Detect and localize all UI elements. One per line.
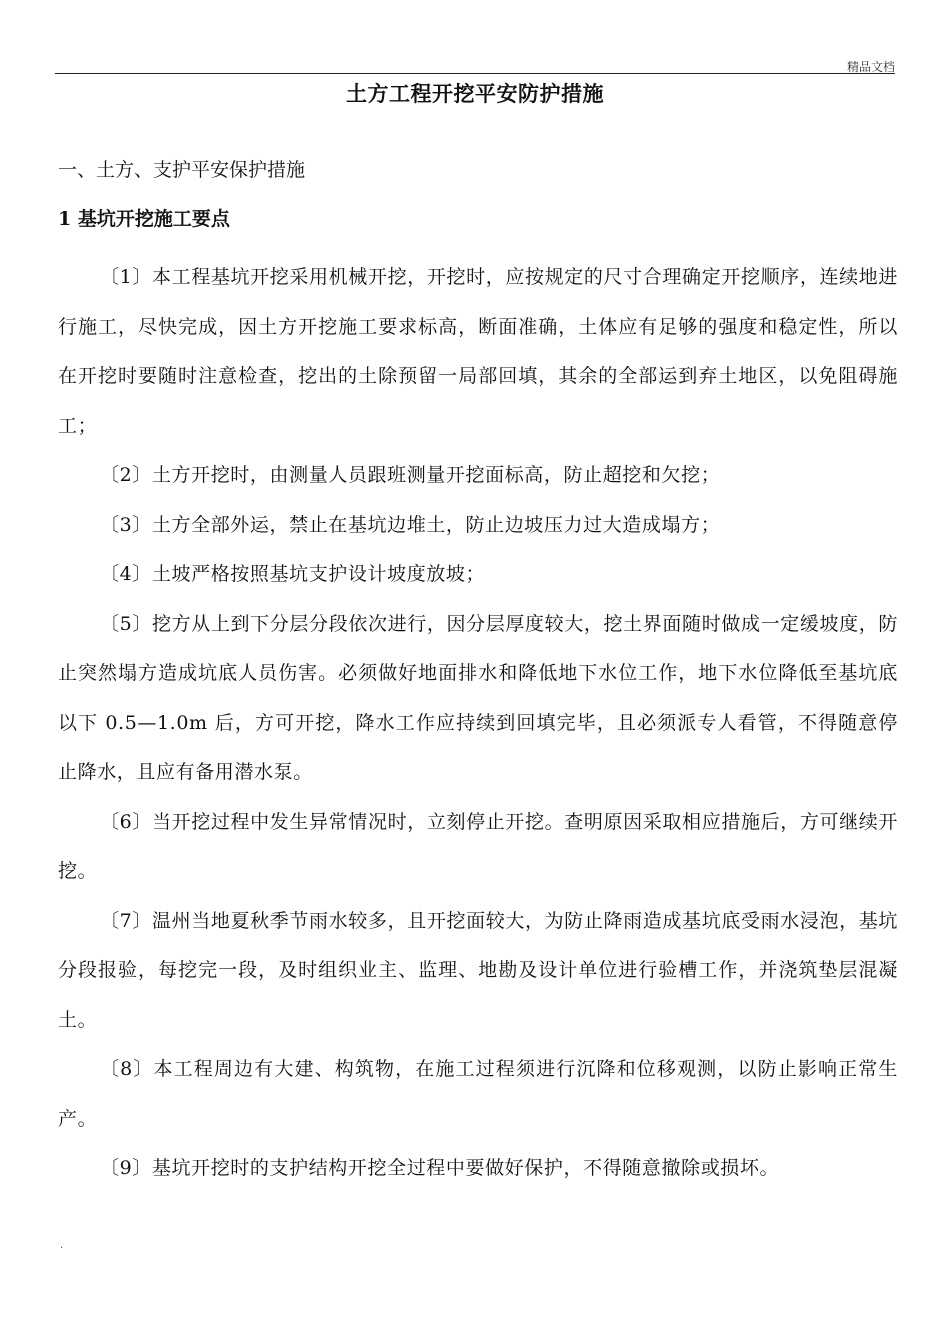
document-body [58,253,898,1194]
paragraph-1: 〔1〕本工程基坑开挖采用机械开挖，开挖时，应按规定的尺寸合理确定开挖顺序，连续地进行施工，尽快完成，因土方开挖施工要求标高，断面准确，土体应有足够的强度和稳定性，所以在开挖时要随时注意检查，挖出的土除预留一局部回填，其余的全部运到弃土地区，以免阻碍施工； [58,266,898,437]
sub-heading: 1 基坑开挖施工要点 [58,208,230,230]
paragraph-9: 〔9〕基坑开挖时的支护结构开挖全过程中要做好保护，不得随意撤除或损坏。 [100,1157,780,1179]
paragraph-8: 〔8〕本工程周边有大建、构筑物，在施工过程须进行沉降和位移观测，以防止影响正常生产。 [58,1058,898,1130]
header-label: 精品文档 [846,60,895,74]
document-title: 土方工程开挖平安防护措施 [346,81,604,106]
footer-mark: . [60,1240,64,1251]
paragraph-5: 〔5〕挖方从上到下分层分段依次进行，因分层厚度较大，挖土界面随时做成一定缓坡度，防止突然塌方造成坑底人员伤害。必须做好地面排水和降低地下水位工作，地下水位降低至基坑底以下 0.5—1.0m 后，方可开挖，降水工作应持续到回填完毕，且必须派专人看管，不得随意停止降水，且应有备用潜水泵。 [58,612,898,783]
paragraph-4: 〔4〕土坡严格按照基坑支护设计坡度放坡； [100,563,486,585]
paragraph-7: 〔7〕温州当地夏秋季节雨水较多，且开挖面较大，为防止降雨造成基坑底受雨水浸泡，基坑分段报验，每挖完一段，及时组织业主、监理、地勘及设计单位进行验槽工作，并浇筑垫层混凝土。 [58,909,898,1031]
paragraph-2: 〔2〕土方开挖时，由测量人员跟班测量开挖面标高，防止超挖和欠挖； [100,464,721,486]
paragraph-6: 〔6〕当开挖过程中发生异常情况时，立刻停止开挖。查明原因采取相应措施后，方可继续开挖。 [58,810,898,882]
header-rule [55,73,895,74]
paragraph-3: 〔3〕土方全部外运，禁止在基坑边堆土，防止边坡压力过大造成塌方； [100,513,721,536]
section-heading: 一、土方、支护平安保护措施 [58,159,306,181]
